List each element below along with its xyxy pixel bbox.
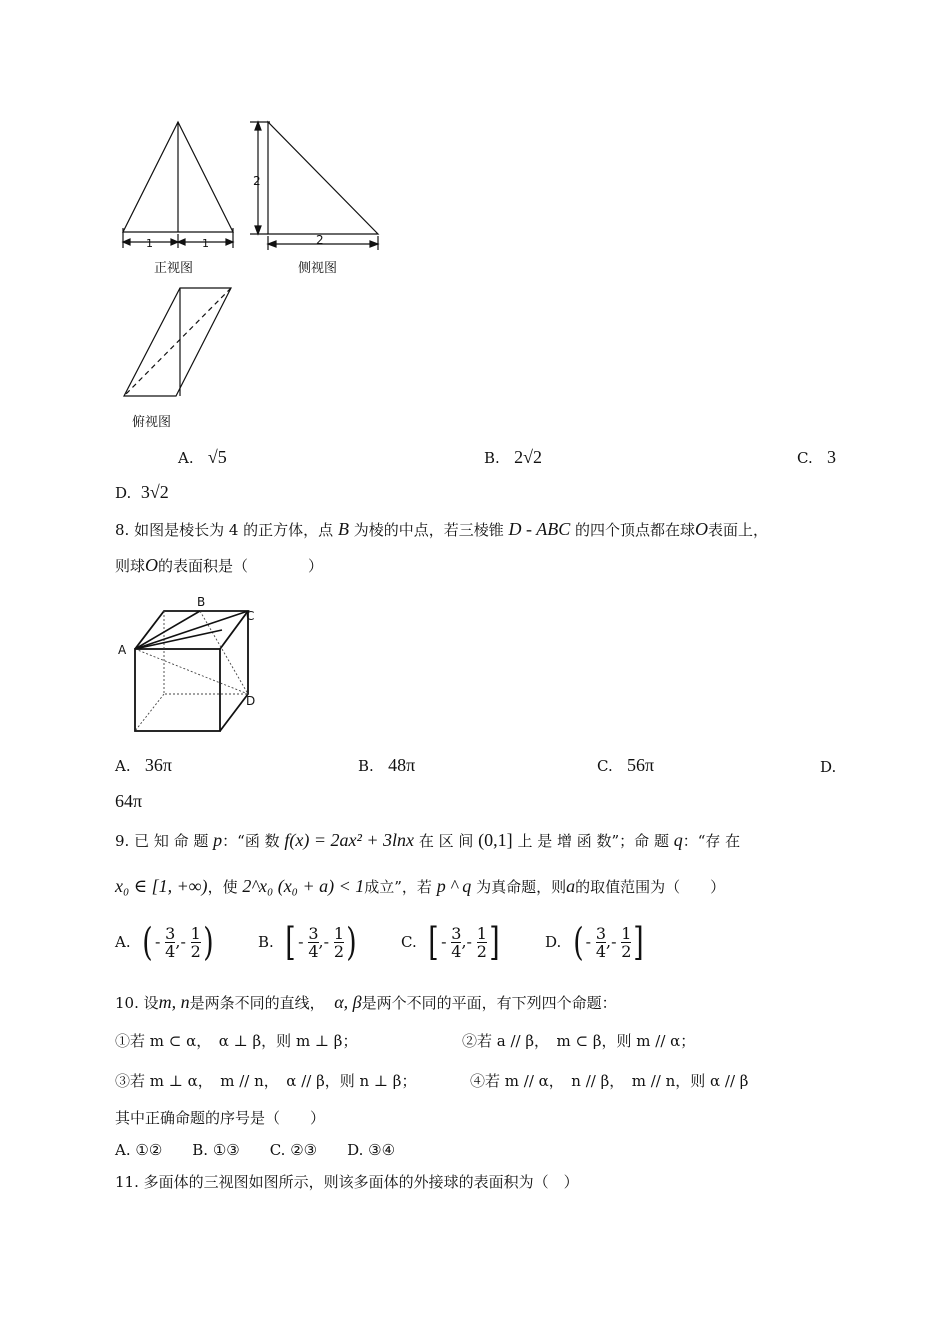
q9-option-a: A. ( - $\frac{3}{4}$ ,- $\frac{1}{2}$ ) (115, 920, 214, 964)
cube-label-d: D (246, 694, 256, 708)
q8-line1: 8. 如图是棱长为 4 的正方体，点 B 为棱的中点，若三棱锥 D - ABC 的四个顶点都在球O表面上， (115, 519, 769, 539)
front-dim-right: 1 (202, 237, 209, 250)
q11-text: 11. 多面体的三视图如图所示，则该多面体的外接球的表面积为（ ） (115, 1173, 579, 1191)
front-caption: 正视图 (154, 261, 194, 276)
q7-option-d: D. 3√2 (115, 482, 169, 502)
q9-line2: x₀ ∈ [1, +∞)，使 2^x₀ (x₀ + a) < 1成立”，若 p ^ q 为真命题，则a的取值范围为（ ） (115, 876, 726, 896)
top-caption: 俯视图 (132, 415, 172, 430)
q10-proposition-4: ④若 m // α， n // β， m // n，则 α // β (470, 1072, 749, 1090)
q7-option-b: B. 2√2 (484, 447, 542, 467)
cube-label-a: A (118, 643, 127, 657)
q8-option-b: B. 48π (358, 755, 416, 775)
q7-option-a: A. √5 (178, 447, 227, 467)
three-view-figure (110, 110, 400, 440)
cube-label-b: B (197, 595, 206, 609)
side-caption: 侧视图 (298, 261, 338, 276)
cube-label-c: C (246, 609, 255, 623)
front-view (123, 122, 233, 248)
cube-figure (110, 592, 270, 742)
q8-line2: 则球O的表面积是（ ） (115, 555, 324, 575)
q10-line1: 10. 设m, n是两条不同的直线， α, β是两个不同的平面，有下列四个命题： (115, 992, 617, 1012)
front-dim-left: 1 (146, 237, 153, 250)
q8-option-a: A. 36π (115, 755, 173, 775)
q10-options: A. ①② B. ①③ C. ②③ D. ③④ (115, 1141, 396, 1159)
q7-option-c: C. 3 (797, 447, 837, 467)
q8-option-c: C. 56π (597, 755, 655, 775)
side-dim-width: 2 (316, 233, 324, 247)
q10-proposition-3: ③若 m ⊥ α， m // n， α // β，则 n ⊥ β； (115, 1072, 417, 1090)
q10-proposition-1: ①若 m ⊂ α， α ⊥ β，则 m ⊥ β； (115, 1032, 358, 1050)
q9-option-c: C. [ - $\frac{3}{4}$ ,- $\frac{1}{2}$ ] (401, 920, 500, 964)
q10-question: 其中正确命题的序号是（ ） (115, 1109, 326, 1127)
q9-line1: 9. 已 知 命 题 p：“函 数 f(x) = 2ax² + 3lnx 在 区 间 (0,1] 上 是 增 函 数”；命 题 q：“存 在 (115, 830, 741, 850)
side-dim-height: 2 (253, 174, 261, 188)
q9-option-d: D. ( - $\frac{3}{4}$ ,- $\frac{1}{2}$ ] (545, 920, 645, 964)
q8-option-d-label: D. (820, 758, 837, 776)
q10-proposition-2: ②若 a // β， m ⊂ β，则 m // α； (462, 1032, 696, 1050)
q8-option-d-value: 64π (115, 791, 143, 811)
top-view (124, 288, 231, 396)
q9-option-b: B. [ - $\frac{3}{4}$ ,- $\frac{1}{2}$ ) (258, 920, 357, 964)
side-view (250, 122, 378, 250)
